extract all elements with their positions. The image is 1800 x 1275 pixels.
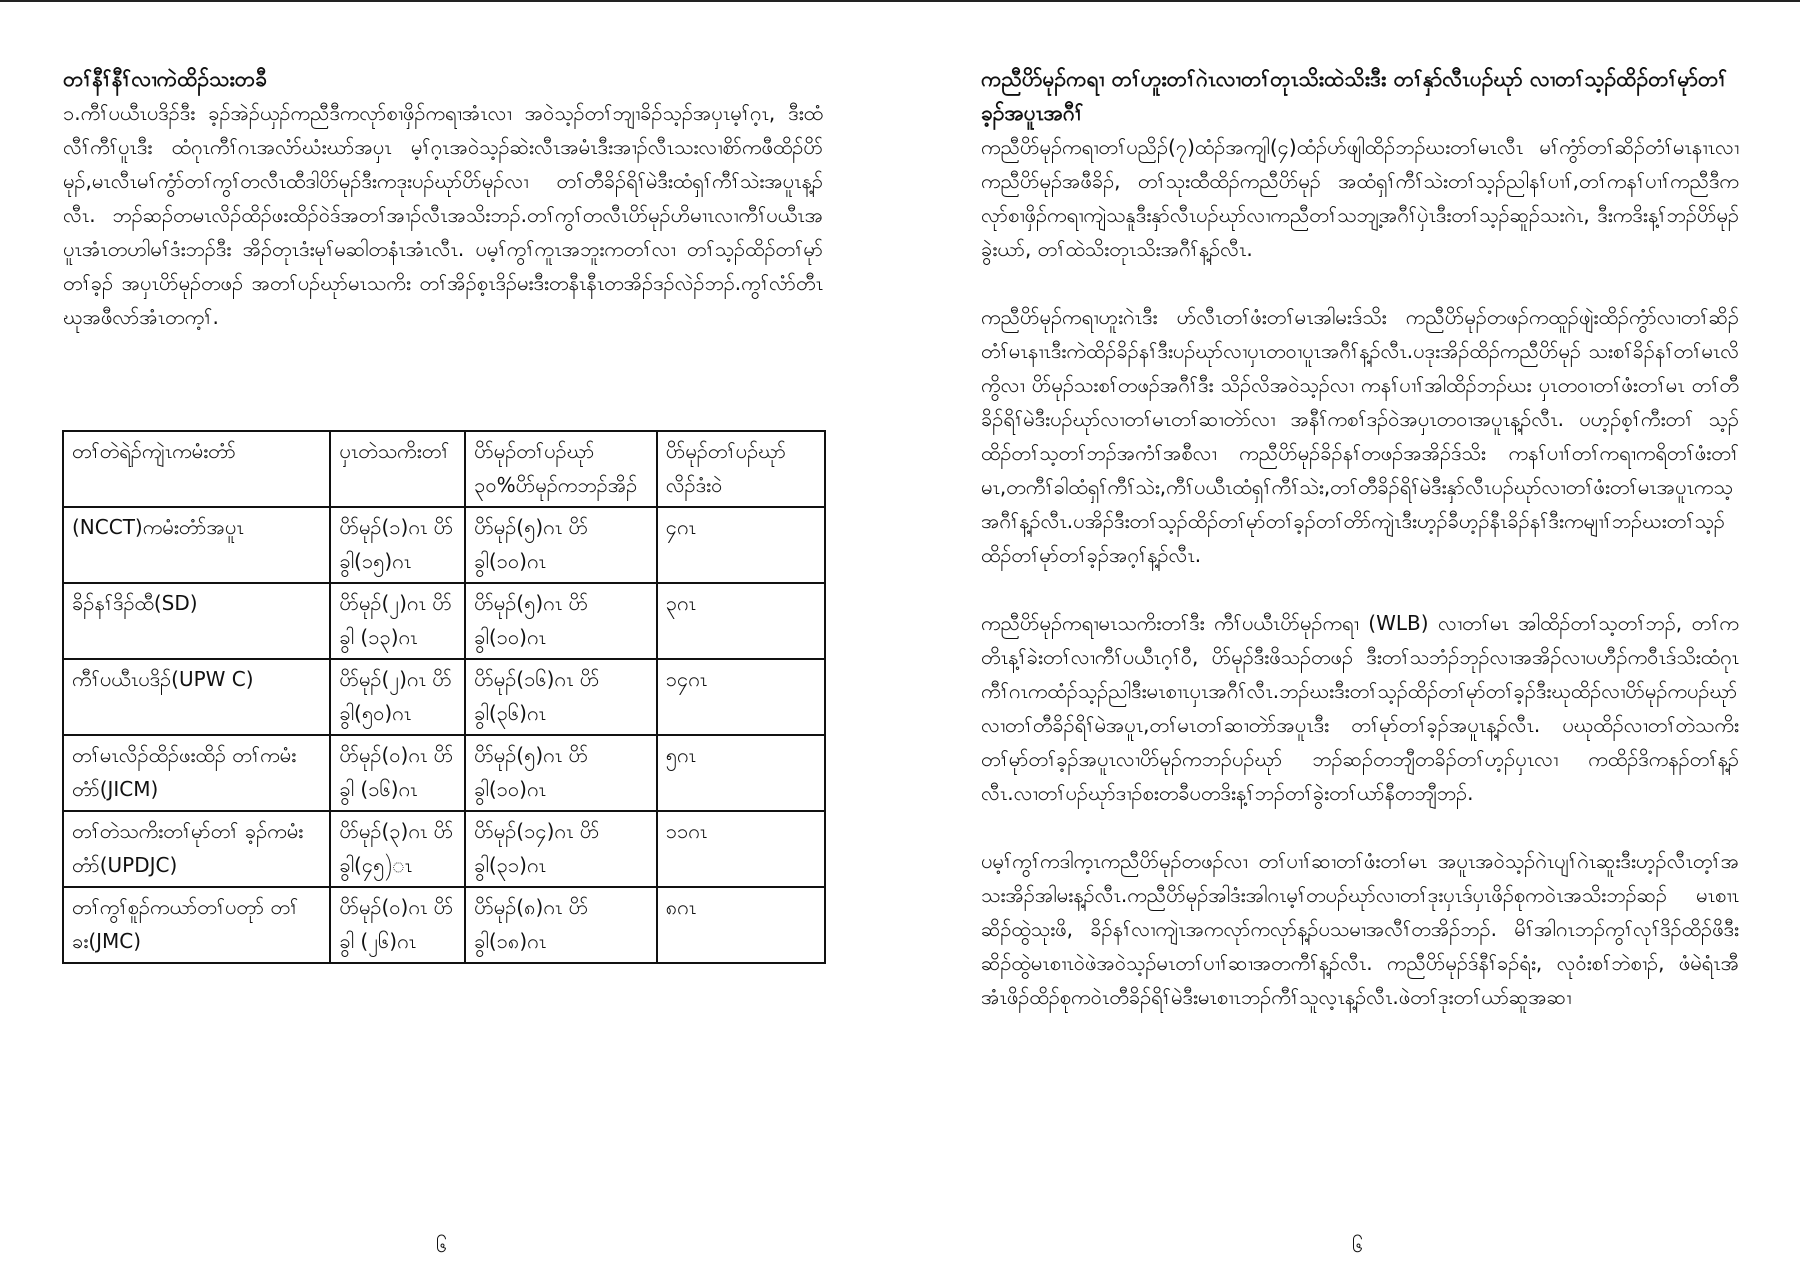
left-page-title: တၢ်နီၢ်နီၢ်လၢကဲထိၣ်သးတခီ <box>63 67 268 91</box>
table-row <box>63 507 825 583</box>
cell-body: ကီၢ်ပယီၤပဒိၣ်(UPW C) <box>63 659 330 735</box>
cell-quota: ပိာ်မုၣ်(၅)ဂၤ ပိာ်ခွါ(၁၀)ဂၤ <box>465 583 657 659</box>
cell-members: ပိာ်မုၣ်(၃)ဂၤ ပိာ်ခွါ(၄၅)ၤ <box>330 811 465 887</box>
table-row <box>63 811 825 887</box>
header-shortfall: ပိာ်မုၣ်တၢ်ပၣ်ဃုာ် လိၣ်ဒံးဝဲ <box>657 431 825 507</box>
right-paragraph-3: ကညီပိာ်မုၣ်ကရၢမၤသကိးတၢ်ဒီး ကီၢ်ပယီၤပိာ်မုၣ်ကရၢ (WLB) လၢတၢ်မၤ အါထိၣ်တၢ်သ့တၢ်ဘၣ်, တၢ်ကတိၤန့ၢ်ခဲးတၢ်လၢကီၢ်ပယီၤဂ့ၢ်ဝီ, ပိာ်မုၣ်ဒီးဖိသၣ်တဖၣ် ဒီးတၢ်သဘံၣ်ဘုၣ်လၢအအိၣ်လၢပဟီၣ်ကဝီၤဒ်သိးထံဂုၤကီၢ်ဂၤကထံၣ်သ့ၣ်ညါဒီးမၤစၢၤပှၤအဂီၢ်လီၤ.ဘၣ်ဃးဒီးတၢ်သ့ၣ်ထိၣ်တၢ်မုာ်တၢ်ခ့ၣ်ဒီးဃုထိၣ်လၢပိာ်မုၣ်ကပၣ်ဃုာ်လၢတၢ်တီခိၣ်ရိၢ်မဲအပူၤ,တၢ်မၤတၢ်ဆၢတဲာ်အပူၤဒီး တၢ်မုာ်တၢ်ခ့ၣ်အပူၤန့ၣ်လီၤ. ပဃုထိၣ်လၢတၢ်တဲသကိး တၢ်မုာ်တၢ်ခ့ၣ်အပူၤလၢပိာ်မုၣ်ကဘၣ်ပၣ်ဃုာ် ဘၣ်ဆၣ်တဘျီတခိၣ်တၢ်ဟ့ၣ်ပှၤလၢ ကထိၣ်ဒိကနၣ်တၢ်န့ၣ်လီၤ.လၢတၢ်ပၣ်ဃုာ်ဒၢၣ်စးတခီပတဒိးန့ၢ်ဘၣ်တၢ်ခွဲးတၢ်ယာ်နီတဘျီဘၣ်. <box>981 611 1739 805</box>
cell-shortfall: ၄ဂၤ <box>657 507 825 583</box>
cell-body: (NCCT)ကမံးတံာ်အပူၤ <box>63 507 330 583</box>
cell-body: ခိၣ်နၢ်ဒိၣ်ထီ(SD) <box>63 583 330 659</box>
cell-quota: ပိာ်မုၣ်(၈)ဂၤ ပိာ်ခွါ(၁၈)ဂၤ <box>465 887 657 963</box>
table-row <box>63 887 825 963</box>
table-row <box>63 735 825 811</box>
cell-shortfall: ၅ဂၤ <box>657 735 825 811</box>
cell-shortfall: ၃ဂၤ <box>657 583 825 659</box>
cell-body: တၢ်တဲသကိးတၢ်မုာ်တၢ် ခ့ၣ်ကမံးတံာ်(UPDJC) <box>63 811 330 887</box>
header-members: ပှၤတဲသကိးတၢ် <box>330 431 465 507</box>
cell-body: တၢ်ကွၢ်စူၣ်ကယာ်တၢ်ပတုာ် တၢ်ခး(JMC) <box>63 887 330 963</box>
cell-quota: ပိာ်မုၣ်(၅)ဂၤ ပိာ်ခွါ(၁၀)ဂၤ <box>465 507 657 583</box>
cell-members: ပိာ်မုၣ်(၂)ဂၤ ပိာ်ခွါ (၁၃)ဂၤ <box>330 583 465 659</box>
right-paragraph-4: ပမ့ၢ်ကွၢ်ကဒါက့ၤကညီပိာ်မုၣ်တဖၣ်လၢ တၢ်ပၢၢ်ဆၢတၢ်ဖံးတၢ်မၤ အပူၤအဝဲသ့ၣ်ဂဲၤပျၢ်ဂဲၤဆူးဒီးဟ့ၣ်လီၤတ့ၢ်အသးအိၣ်အါမးန့ၣ်လီၤ.ကညီပိာ်မုၣ်အါဒံးအါဂၤမ့ၢ်တပၣ်ဃုာ်လၢတၢ်ဒုးပှၤဒ်ပှၤဖိၣ်စုကဝဲၤအသိးဘၣ်ဆၣ် မၤစၢၤဆိၣ်ထွဲသုးဖိ, ခိၣ်နၢ်လၢကျဲၤအကလုာ်ကလုာ်န့ၣ်ပသမၢအလီၢ်တအိၣ်ဘၣ်. မိၢ်အါဂၤဘၣ်ကွၢ်လုၢ်ဒိၣ်ထိၣ်ဖိဒီး ဆိၣ်ထွဲမၤစၢၤဝဲဖဲအဝဲသ့ၣ်မၤတၢ်ပၢၢ်ဆၢအတကီၢ်န့ၣ်လီၤ. ကညီပိာ်မုၣ်ဒ်နီၢ်ခၣ်ရံး, လုဝံးစၢ်ဘဲစၢၣ်, ဖံမဲရံၤအီအံၤဖိၣ်ထိၣ်စုကဝဲၤတီခိၣ်ရိၢ်မဲဒီးမၤစၢၤဘၣ်ကီၢ်သူလ့ၤန့ၣ်လီၤ.ဖဲတၢ်ဒုးတၢ်ယာ်ဆူအဆၢ <box>981 849 1739 1009</box>
header-negotiation-body: တၢ်တဲရဲၣ်ကျဲၤကမံးတံာ် <box>63 431 330 507</box>
header-quota: ပိာ်မုၣ်တၢ်ပၣ်ဃုာ် ၃၀%ပိာ်မုၣ်ကဘၣ်အိၣ် <box>465 431 657 507</box>
cell-members: ပိာ်မုၣ်(၀)ဂၤ ပိာ်ခွါ (၁၆)ဂၤ <box>330 735 465 811</box>
cell-quota: ပိာ်မုၣ်(၅)ဂၤ ပိာ်ခွါ(၁၀)ဂၤ <box>465 735 657 811</box>
cell-members: ပိာ်မုၣ်(၀)ဂၤ ပိာ်ခွါ (၂၆)ဂၤ <box>330 887 465 963</box>
cell-shortfall: ၁၁ဂၤ <box>657 811 825 887</box>
right-page <box>981 62 1739 1048</box>
table-header-row <box>63 431 825 507</box>
right-paragraph-1: ကညီပိာ်မုၣ်ကရၢတၢ်ပညိၣ်(၇)ထံၣ်အကျါ(၄)ထံၣ်ဟ်ဖျါထိၣ်ဘၣ်ဃးတၢ်မၤလီၤ မၢ်ကွံာ်တၢ်ဆိၣ်တံၢ်မၤနၢၤလၢကညီပိာ်မုၣ်အဖီခိၣ်, တၢ်သုးထီထိၣ်ကညီပိာ်မုၣ် အထံရှၢ်ကီၢ်သဲးတၢ်သ့ၣ်ညါနၢ်ပၢၢ်,တၢ်ကနၢ်ပၢၢ်ကညီဒီကလုာ်စၢဖှိၣ်ကရၢကျဲသနူဒီးနှာ်လီၤပၣ်ဃုာ်လၢကညီတၢ်သဘျ့အဂီၢ်ပှဲၤဒီးတၢ်သ့ၣ်ဆူၣ်သးဂဲၤ, ဒီးကဒိးန့ၢ်ဘၣ်ပိာ်မုၣ်ခွဲးယာ်, တၢ်ထဲသိးတုၤသိးအဂီၢ်န့ၣ်လီၤ. <box>981 135 1739 261</box>
cell-quota: ပိာ်မုၣ်(၁၄)ဂၤ ပိာ်ခွါ(၃၁)ဂၤ <box>465 811 657 887</box>
table-row <box>63 659 825 735</box>
cell-shortfall: ၈ဂၤ <box>657 887 825 963</box>
cell-shortfall: ၁၄ဂၤ <box>657 659 825 735</box>
table-row <box>63 583 825 659</box>
cell-members: ပိာ်မုၣ်(၁)ဂၤ ပိာ်ခွါ(၁၅)ဂၤ <box>330 507 465 583</box>
cell-quota: ပိာ်မုၣ်(၁၆)ဂၤ ပိာ်ခွါ(၃၆)ဂၤ <box>465 659 657 735</box>
left-page-number: ၆ <box>436 1233 448 1257</box>
representation-table <box>62 430 826 964</box>
right-page-number: ၆ <box>1352 1233 1364 1257</box>
left-page-paragraph: ၁.ကီၢ်ပယီၤပဒိၣ်ဒီး ခ့ၣ်အဲၣ်ယှၣ်ကညီဒီကလုာ်စၢဖှိၣ်ကရၢအံၤလၢ အဝဲသ့ၣ်တၢ်ဘျၢခိၣ်သ့ၣ်အပှၤမ့ၢ်ဂ့ၤ, ဒီးထံလီၢ်ကီၢ်ပူၤဒီး ထံဂုၤကီၢ်ဂၤအလံာ်ဃံးဃာ်အပှၤ မ့ၢ်ဂ့ၤအဝဲသ့ၣ်ဆဲးလီၤအမံၤဒီးအၢၣ်လီၤသးလၢစိာ်ကဖီထိၣ်ပိာ်မုၣ်,မၤလီၤမၢ်ကွံာ်တၢ်ကွၢ်တလီၤထီဒါပိာ်မုၣ်ဒီးကဒုးပၣ်ဃုာ်ပိာ်မုၣ်လၢ တၢ်တီခိၣ်ရိၢ်မဲဒီးထံရှၢ်ကီၢ်သဲးအပူၤန့ၣ်လီၤ. ဘၣ်ဆၣ်တမၤလိၣ်ထိၣ်ဖးထိၣ်ဝဲဒ်အတၢ်အၢၣ်လီၤအသိးဘၣ်.တၢ်ကွၢ်တလီၤပိာ်မုၣ်ဟိမၢၤလၢကီၢ်ပယီၤအပူၤအံၤတဟါမၢ်ဒံးဘၣ်ဒီး အိၣ်တုၤဒံးမုၢ်မဆါတနံၤအံၤလီၤ. ပမ့ၢ်ကွၢ်ကူၤအဘူးကတၢ်လၢ တၢ်သ့ၣ်ထိၣ်တၢ်မုာ်တၢ်ခ့ၣ် အပှၤပိာ်မုၣ်တဖၣ် အတၢ်ပၣ်ဃုာ်မၤသကိး တၢ်အိၣ်စ့ၤဒိၣ်မးဒီးတနီၤနီၤတအိၣ်ဒၣ်လဲၣ်ဘၣ်.ကွၢ်လံာ်တီၤဃုအဖီလာ်အံၤတက့ၢ်. <box>63 101 823 329</box>
left-page <box>63 62 823 334</box>
cell-members: ပိာ်မုၣ်(၂)ဂၤ ပိာ်ခွါ(၅၀)ဂၤ <box>330 659 465 735</box>
cell-body: တၢ်မၤလိၣ်ထိၣ်ဖးထိၣ် တၢ်ကမံးတံာ်(JICM) <box>63 735 330 811</box>
top-rule <box>0 0 1800 2</box>
right-page-title: ကညီပိာ်မုၣ်ကရၢ တၢ်ဟူးတၢ်ဂဲၤလၢတၢ်တုၤသိးထဲသိးဒီး တၢ်နှာ်လီၤပၣ်ဃုာ် လၢတၢ်သ့ၣ်ထိၣ်တၢ်မုာ်တၢ်ခ့ၣ်အပူၤအဂီၢ် <box>981 67 1728 125</box>
right-paragraph-2: ကညီပိာ်မုၣ်ကရၢဟူးဂဲၤဒီး ဟ်လီၤတၢ်ဖံးတၢ်မၤအါမးဒ်သိး ကညီပိာ်မုၣ်တဖၣ်ကထူၣ်ဖျဲးထိၣ်ကွံာ်လၢတၢ်ဆိၣ်တံၢ်မၤနၢၤဒီးကဲထိၣ်ခိၣ်နၢ်ဒီးပၣ်ဃုာ်လၢပှၤတဝၢပူၤအဂီၢ်န့ၣ်လီၤ.ပဒုးအိၣ်ထိၣ်ကညီပိာ်မုၣ် သးစၢ်ခိၣ်နၢ်တၢ်မၤလိကွိလၢ ပိာ်မုၣ်သးစၢ်တဖၣ်အဂီၢ်ဒီး သိၣ်လိအဝဲသ့ၣ်လၢ ကနၢ်ပၢၢ်အါထိၣ်ဘၣ်ဃး ပှၤတဝၢတၢ်ဖံးတၢ်မၤ တၢ်တီခိၣ်ရိၢ်မဲဒီးပၣ်ဃုာ်လၢတၢ်မၤတၢ်ဆၢတဲာ်လၢ အနီၢ်ကစၢ်ဒၣ်ဝဲအပှၤတဝၢအပူၤန့ၣ်လီၤ. ပဟ့ၣ်စ့ၢ်ကီးတၢ် သ့ၣ်ထိၣ်တၢ်သ့တၢ်ဘၣ်အကံၢ်အစီလၢ ကညီပိာ်မုၣ်ခိၣ်နၢ်တဖၣ်အအိၣ်ဒ်သိး ကနၢ်ပၢၢ်တၢ်ကရၢကရိတၢ်ဖံးတၢ်မၤ,တကီၢ်ခါထံရှၢ်ကီၢ်သဲး,ကီၢ်ပယီၤထံရှၢ်ကီၢ်သဲး,တၢ်တီခိၣ်ရိၢ်မဲဒီးနှာ်လီၤပၣ်ဃုာ်လၢတၢ်ဖံးတၢ်မၤအပူၤကသ့အဂီၢ်န့ၣ်လီၤ.ပအိၣ်ဒီးတၢ်သ့ၣ်ထိၣ်တၢ်မုာ်တၢ်ခ့ၣ်တၢ်တိာ်ကျဲၤဒီးဟ့ၣ်ခီဟ့ၣ်နီၤခိၣ်နၢ်ဒီးကမျၢၢ်ဘၣ်ဃးတၢ်သ့ၣ်ထိၣ်တၢ်မုာ်တၢ်ခ့ၣ်အဂ့ၢ်န့ၣ်လီၤ. <box>981 305 1739 567</box>
